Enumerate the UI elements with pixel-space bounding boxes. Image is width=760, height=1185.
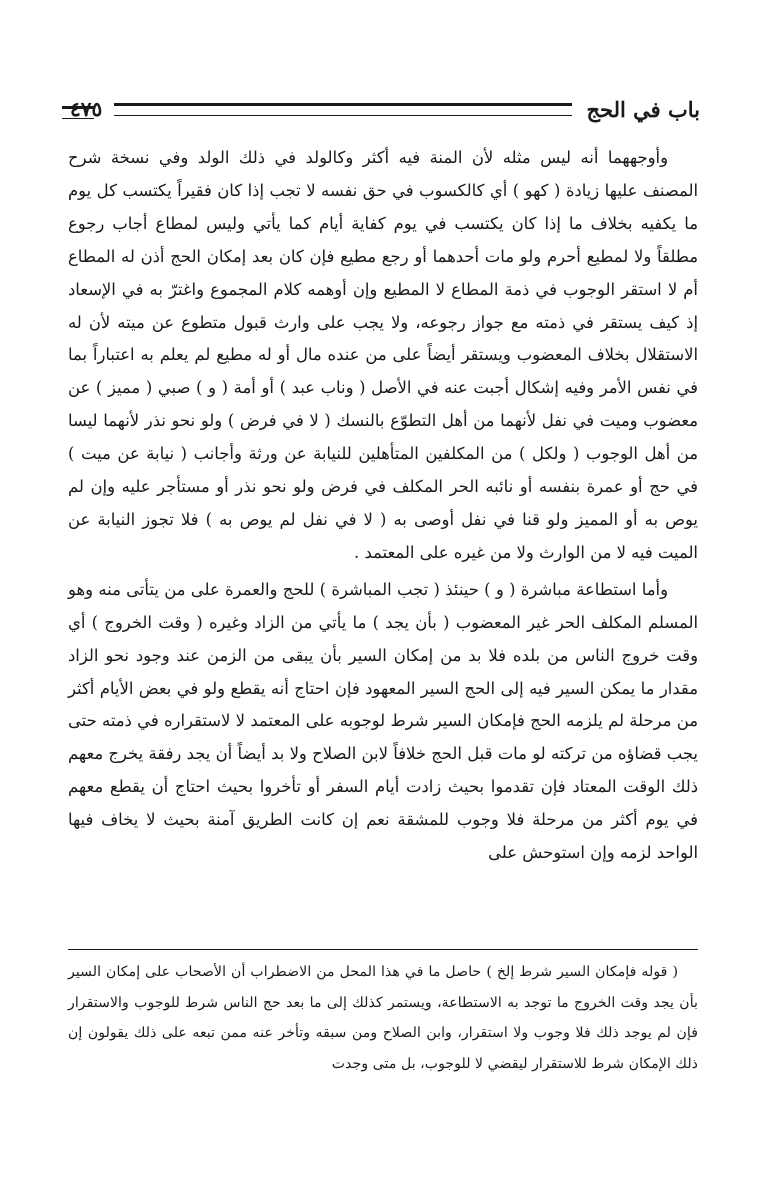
paragraph: وأوجههما أنه ليس مثله لأن المنة فيه أكثر وكالولد في ذلك الولد وفي نسخة شرح المصنف عليها زيادة ( كهو ) أي كالكسوب في حق نفسه لا تجب إذا كان فقيراً يكتسب كل يوم ما يكفيه بخلاف ما إذا كان يكتسب في يوم كفاية أيام كما يأتي وليس لمطاع أجاب رجوع مطلقاً ولا لمطيع أحرم ولو مات أحدهما أو رجع مطيع فإن كان بعد إمكان الحج أذن له المطاع أم لا استقر الوجوب في ذمة المطاع لا المطيع وإن أوهمه كلام المجموع واغترّ به في الإسعاد إذ كيف يستقر في ذمته مع جواز رجوعه، ولا يجب على وارث قبول متطوع عن ميته لأن له الاستقلال بخلاف المعضوب ويستقر أيضاً على من عنده مال أو له مطيع لم يعلم به اعتباراً بما في نفس الأمر وفيه إشكال أجبت عنه في الأصل ( وناب عبد ) أو أمة ( و ) صبي ( مميز ) عن معضوب وميت في نفل لأنهما من أهل التطوّع بالنسك ( لا في فرض ) ولو نحو نذر لأنهما ليسا من أهل الوجوب ( ولكل ) من المكلفين المتأهلين للنيابة عن ورثة وأجانب ( نيابة عن ميت ) في حج أو عمرة بنفسه أو نائبه الحر المكلف في فرض ولو نحو نذر أو مستأجر عليه وإن لم يوص به أو المميز ولو قنا في نفل أوصى به ( لا في نفل لم يوص به ) فلا تجوز النيابة عن الميت فيه لا من الوارث ولا من غيره على المعتمد . [68,148,698,562]
page-header [62,92,700,126]
footnote-separator [68,949,698,950]
paragraph: وأما استطاعة مباشرة ( و ) حينئذ ( تجب المباشرة ) للحج والعمرة على من يتأتى منه وهو المسلم المكلف الحر غير المعضوب ( بأن يجد ) ما يأتي من الزاد وغيره ( وقت الخروج ) أي وقت خروج الناس من بلده فلا بد من إمكان السير بأن يبقى من الزمن عند وجود نحو الزاد مقدار ما يمكن السير فيه إلى الحج السير المعهود فإن احتاج أنه يقطع ولو في بعض الأيام أكثر من مرحلة لم يلزمه الحج فإمكان السير شرط لوجوبه على المعتمد لا لاستقراره في ذمته حتى يجب قضاؤه من تركته لو مات قبل الحج خلافاً لابن الصلاح ولا بد أيضاً أن يجد رفقة يخرج معهم ذلك الوقت المعتاد فإن تقدموا بحيث زادت أيام السفر أو تأخروا بحيث احتاج أن يقطع معهم في يوم أكثر من مرحلة فلا وجوب للمشقة نعم إن كانت الطريق آمنة بحيث لا يخاف فيها الواحد لزمه وإن استوحش على [68,579,698,863]
page-number: ٤٧٥ [70,97,103,121]
chapter-title: باب في الحج [586,96,700,122]
footnote-text: ( قوله فإمكان السير شرط إلخ ) حاصل ما في هذا المحل من الاضطراب أن الأصحاب على إمكان السير بأن يجد وقت الخروج ما توجد به الاستطاعة، ويستمر كذلك إلى ما بعد حج الناس شرط للوجوب والاستقرار فإن لم يوجد ذلك فلا وجوب ولا استقرار، وابن الصلاح ومن سبقه وتأخر عنه ممن تبعه على ذلك يقولون إن ذلك الإمكان شرط للاستقرار ليقضي لا للوجوب، بل متى وجدت [68,964,698,1072]
footnote [68,957,698,1079]
header-rule-end [62,106,94,119]
main-text [68,142,698,870]
header-rule [114,103,572,116]
